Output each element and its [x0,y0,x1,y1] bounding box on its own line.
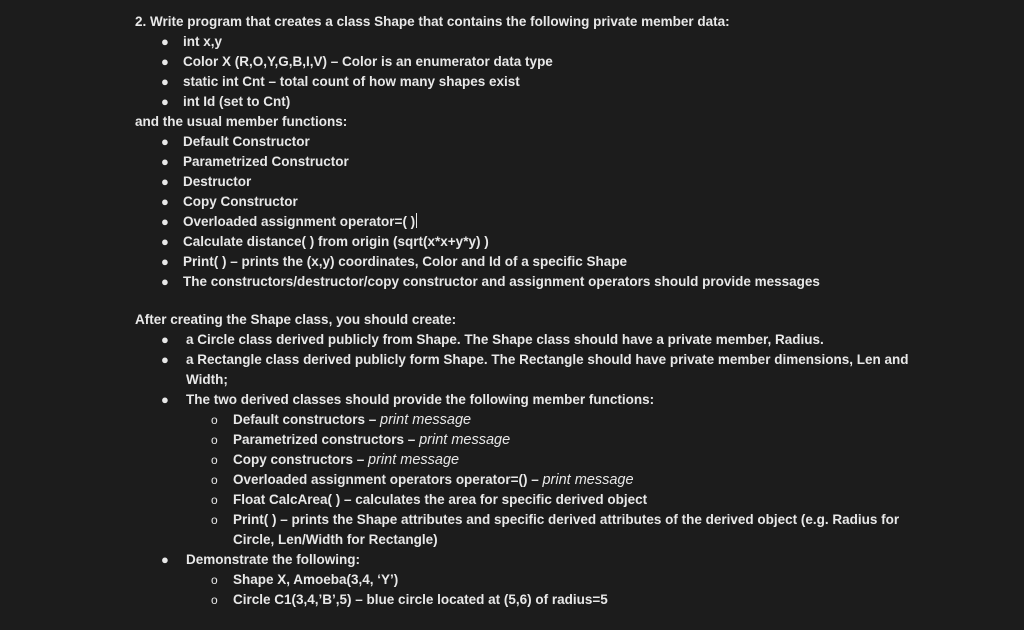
list-item: ● Overloaded assignment operator=( ) [135,212,1004,232]
bullet-icon: ● [161,274,169,289]
data-member-list [135,32,1004,112]
list-item: ● Print( ) – prints the (x,y) coordinates, Color and Id of a specific Shape [135,252,1004,272]
circle-bullet-icon: o [211,453,218,467]
circle-bullet-icon: o [211,493,218,507]
bullet-icon: ● [161,552,169,567]
list-item: o Copy constructors – print message [211,452,460,468]
derived-function-list [135,410,1004,550]
circle-bullet-icon: o [211,413,218,427]
bullet-icon: ● [161,194,169,209]
list-item: ● Default Constructor [135,132,1004,152]
list-item: ● a Rectangle class derived publicly form Shape. The Rectangle should have private member dimensions, Len and Width; [161,352,909,387]
list-item: ● Calculate distance( ) from origin (sqrt(x*x+y*y) ) [135,232,1004,252]
list-item: o Shape X, Amoeba(3,4, ‘Y’) [135,570,1004,590]
list-item: ● The constructors/destructor/copy constructor and assignment operators should provide messages [135,272,1004,292]
question-heading: 2. Write program that creates a class Shape that contains the following private member data: [135,14,730,29]
bullet-icon: ● [161,234,169,249]
list-item: ● The two derived classes should provide the following member functions: [135,390,916,410]
circle-bullet-icon: o [211,433,218,447]
list-item: o Float CalcArea( ) – calculates the area for specific derived object [135,490,1004,510]
bullet-icon: ● [161,154,169,169]
bullet-icon: ● [161,74,169,89]
bullet-icon: ● [161,332,169,347]
circle-bullet-icon: o [211,573,218,587]
circle-bullet-icon: o [211,593,218,607]
bullet-icon: ● [161,352,169,367]
functions-intro: and the usual member functions: [135,114,348,129]
list-item: ● Color X (R,O,Y,G,B,I,V) – Color is an enumerator data type [135,52,1004,72]
circle-bullet-icon: o [211,513,218,527]
bullet-icon: ● [161,174,169,189]
demonstrate-list [135,570,1004,610]
circle-bullet-icon: o [211,473,218,487]
bullet-icon: ● [161,34,169,49]
list-item: ● int x,y [135,32,1004,52]
list-item: o Parametrized constructors – print message [211,432,511,448]
list-item: o Overloaded assignment operators operator=() – print message [211,472,634,488]
list-item: ● Parametrized Constructor [135,152,1004,172]
member-function-list [135,132,1004,292]
bullet-icon: ● [161,254,169,269]
list-item: ● a Circle class derived publicly from Shape. The Shape class should have a private member, Radius. [135,330,916,350]
list-item: o Circle C1(3,4,’B’,5) – blue circle located at (5,6) of radius=5 [135,590,1004,610]
derived-intro: After creating the Shape class, you should create: [135,312,457,327]
list-item: o Default constructors – print message [211,412,472,428]
list-item: ● Destructor [135,172,1004,192]
text-cursor [416,213,417,228]
list-item: o Print( ) – prints the Shape attributes and specific derived attributes of the derived object (e.g. Radius for Circle, Len/Width for Rectangle) [211,512,900,547]
bullet-icon: ● [161,94,169,109]
bullet-icon: ● [161,134,169,149]
derived-class-list [135,330,1004,610]
bullet-icon: ● [161,392,169,407]
list-item: ● Demonstrate the following: [135,550,916,570]
list-item: ● Copy Constructor [135,192,1004,212]
list-item: ● int Id (set to Cnt) [135,92,1004,112]
bullet-icon: ● [161,54,169,69]
bullet-icon: ● [161,214,169,229]
list-item: ● static int Cnt – total count of how many shapes exist [135,72,1004,92]
